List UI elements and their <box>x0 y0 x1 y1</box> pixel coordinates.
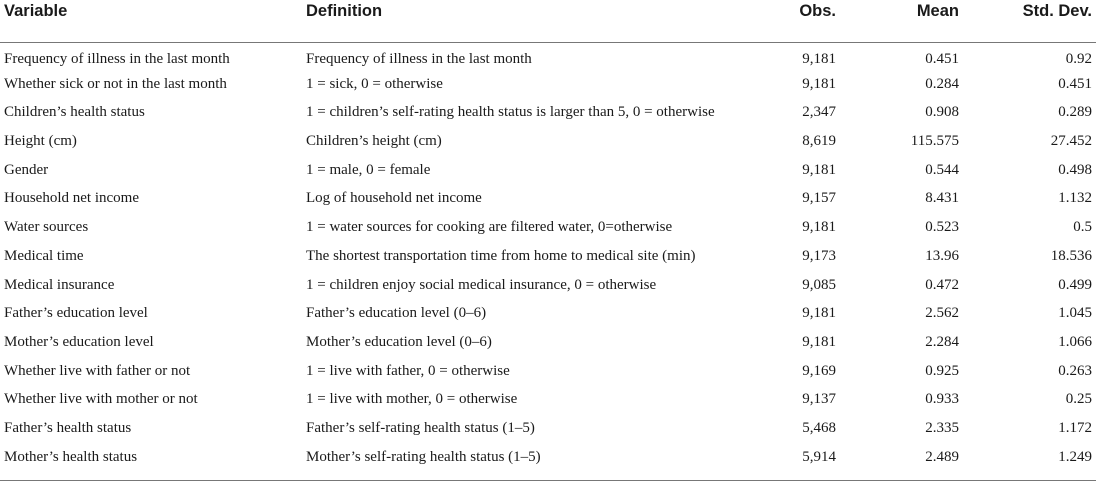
cell-std-dev: 0.498 <box>1058 161 1092 178</box>
header-variable: Variable <box>0 0 306 42</box>
cell-variable: Whether sick or not in the last month <box>4 75 227 92</box>
cell-obs: 9,085 <box>802 276 836 293</box>
cell-std-dev: 0.263 <box>1058 362 1092 379</box>
table-row <box>0 214 1096 243</box>
cell-mean: 2.284 <box>925 333 959 350</box>
cell-variable: Medical insurance <box>4 276 115 293</box>
cell-std-dev: 1.249 <box>959 444 1096 481</box>
cell-definition: Father’s education level (0–6) <box>306 305 487 322</box>
table-row <box>0 358 1096 387</box>
cell-mean: 0.925 <box>925 362 959 379</box>
cell-definition: Children’s height (cm) <box>306 133 442 150</box>
header-std-dev: Std. Dev. <box>959 0 1096 42</box>
cell-definition: Log of household net income <box>306 190 482 207</box>
cell-obs: 9,181 <box>802 161 836 178</box>
cell-definition: 1 = live with mother, 0 = otherwise <box>306 391 518 408</box>
cell-definition: 1 = children’s self-rating health status is larger than 5, 0 = otherwise <box>306 104 715 121</box>
cell-std-dev: 0.25 <box>1065 391 1092 408</box>
cell-mean: 0.523 <box>925 219 959 236</box>
table-row <box>0 185 1096 214</box>
cell-std-dev: 0.499 <box>1058 276 1092 293</box>
table-row <box>0 128 1096 157</box>
cell-variable: Children’s health status <box>4 104 145 121</box>
cell-definition: The shortest transportation time from home to medical site (min) <box>306 247 696 264</box>
cell-definition: 1 = sick, 0 = otherwise <box>306 75 443 92</box>
table-row <box>0 71 1096 100</box>
cell-variable: Father’s education level <box>4 305 148 322</box>
header-mean: Mean <box>836 0 959 42</box>
cell-definition: Mother’s education level (0–6) <box>306 333 492 350</box>
cell-obs: 9,181 <box>802 75 836 92</box>
cell-mean: 0.284 <box>925 75 959 92</box>
table-row <box>0 329 1096 358</box>
cell-variable: Father’s health status <box>4 419 132 436</box>
cell-definition: 1 = children enjoy social medical insurance, 0 = otherwise <box>306 276 657 293</box>
cell-std-dev: 0.5 <box>1073 219 1092 236</box>
cell-std-dev: 1.132 <box>1058 190 1092 207</box>
table-row <box>0 157 1096 186</box>
cell-obs: 9,173 <box>802 247 836 264</box>
cell-std-dev: 18.536 <box>1050 247 1092 264</box>
cell-definition: Mother’s self-rating health status (1–5) <box>306 444 742 481</box>
header-obs: Obs. <box>742 0 836 42</box>
cell-obs: 8,619 <box>802 133 836 150</box>
cell-mean: 0.908 <box>925 104 959 121</box>
cell-mean: 0.933 <box>925 391 959 408</box>
cell-std-dev: 1.066 <box>1058 333 1092 350</box>
cell-variable: Whether live with father or not <box>4 362 191 379</box>
table-row <box>0 300 1096 329</box>
cell-variable: Height (cm) <box>4 133 77 150</box>
cell-definition: Frequency of illness in the last month <box>306 50 532 67</box>
table-row <box>0 42 1096 71</box>
cell-obs: 9,181 <box>802 219 836 236</box>
cell-std-dev: 0.92 <box>1065 50 1092 67</box>
cell-obs: 9,181 <box>802 305 836 322</box>
cell-std-dev: 0.289 <box>1058 104 1092 121</box>
cell-obs: 5,468 <box>802 419 836 436</box>
cell-definition: 1 = water sources for cooking are filtered water, 0=otherwise <box>306 219 673 236</box>
cell-mean: 2.562 <box>925 305 959 322</box>
table-row <box>0 415 1096 444</box>
cell-obs: 2,347 <box>802 104 836 121</box>
cell-variable: Whether live with mother or not <box>4 391 198 408</box>
cell-obs: 9,181 <box>802 50 836 67</box>
cell-mean: 0.544 <box>925 161 959 178</box>
cell-mean: 2.335 <box>925 419 959 436</box>
cell-obs: 9,137 <box>802 391 836 408</box>
cell-mean: 13.96 <box>925 247 959 264</box>
cell-definition: Father’s self-rating health status (1–5) <box>306 419 535 436</box>
cell-variable: Gender <box>4 161 49 178</box>
cell-std-dev: 1.172 <box>1058 419 1092 436</box>
table-row <box>0 99 1096 128</box>
cell-variable: Household net income <box>4 190 139 207</box>
cell-variable: Mother’s health status <box>0 444 306 481</box>
cell-mean: 115.575 <box>910 133 959 150</box>
cell-mean: 8.431 <box>925 190 959 207</box>
table-header <box>0 0 1096 42</box>
cell-mean: 2.489 <box>836 444 959 481</box>
cell-variable: Mother’s education level <box>4 333 154 350</box>
cell-mean: 0.472 <box>925 276 959 293</box>
header-definition: Definition <box>306 0 742 42</box>
cell-definition: 1 = live with father, 0 = otherwise <box>306 362 510 379</box>
cell-variable: Frequency of illness in the last month <box>4 50 230 67</box>
cell-mean: 0.451 <box>925 50 959 67</box>
cell-std-dev: 0.451 <box>1058 75 1092 92</box>
cell-obs: 9,181 <box>802 333 836 350</box>
table-body <box>0 42 1096 480</box>
cell-definition: 1 = male, 0 = female <box>306 161 431 178</box>
table-row <box>0 444 1096 481</box>
cell-std-dev: 1.045 <box>1058 305 1092 322</box>
table-row <box>0 272 1096 301</box>
cell-obs: 5,914 <box>742 444 836 481</box>
cell-std-dev: 27.452 <box>1050 133 1092 150</box>
table-row <box>0 243 1096 272</box>
cell-variable: Water sources <box>4 219 89 236</box>
cell-obs: 9,157 <box>802 190 836 207</box>
cell-variable: Medical time <box>4 247 84 264</box>
cell-obs: 9,169 <box>802 362 836 379</box>
table-row <box>0 386 1096 415</box>
header-row <box>0 0 1096 42</box>
